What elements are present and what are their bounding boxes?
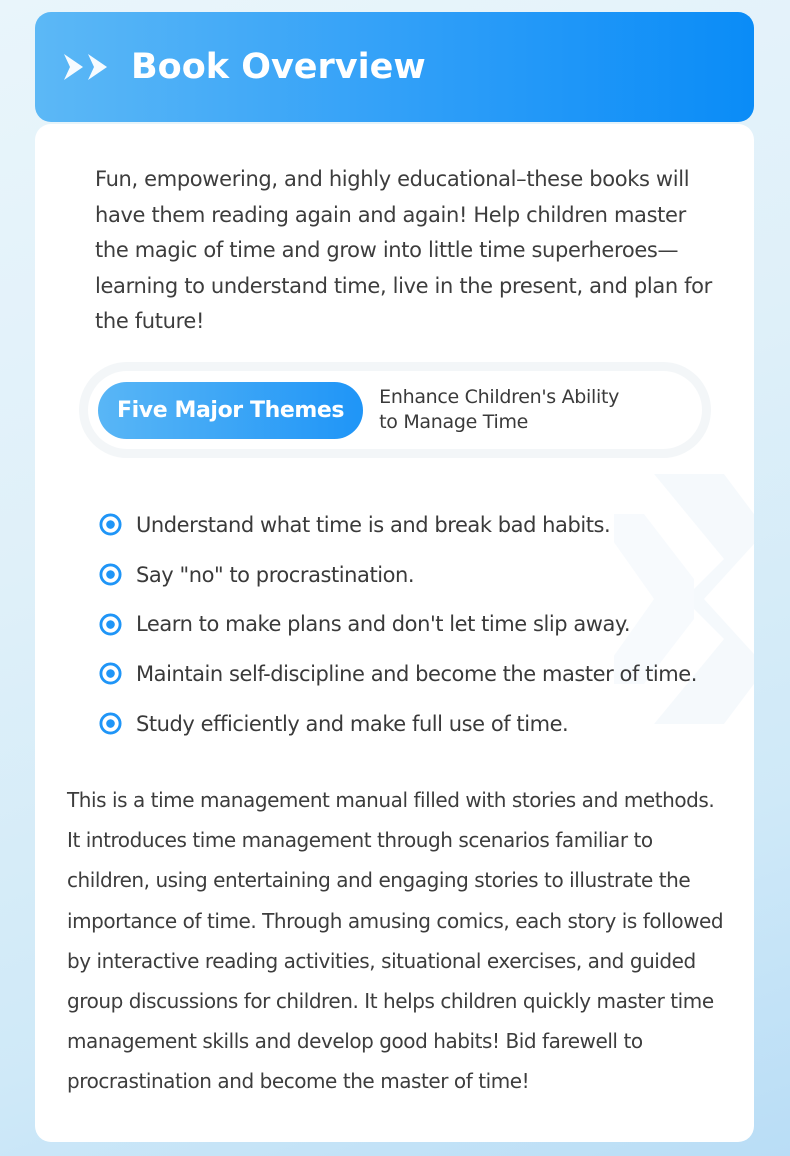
themes-list xyxy=(99,500,697,748)
list-item-text: Study efficiently and make full use of time. xyxy=(136,711,569,736)
intro-paragraph: Fun, empowering, and highly educational–these books will have them reading again and again! Help children master the magic of time and grow into little time superheroes—learning to understand time, live in the present, and plan for the future! xyxy=(95,167,712,333)
overview-card xyxy=(35,124,754,1142)
double-chevron-right-icon xyxy=(61,50,119,84)
list-item xyxy=(99,599,697,649)
list-item-text: Understand what time is and break bad habits. xyxy=(136,512,611,537)
themes-banner-inner xyxy=(88,371,702,449)
themes-banner xyxy=(79,362,711,458)
themes-badge: Five Major Themes xyxy=(98,382,363,439)
list-item xyxy=(99,649,697,699)
section-header xyxy=(35,12,754,122)
themes-description-line1: Enhance Children's Ability xyxy=(379,386,620,408)
section-title: Book Overview xyxy=(131,47,426,87)
themes-description xyxy=(379,385,619,435)
list-item xyxy=(99,500,697,550)
target-dot-icon xyxy=(99,712,122,735)
list-item-text: Maintain self-discipline and become the master of time. xyxy=(136,661,697,686)
themes-description-line2: to Manage Time xyxy=(379,411,529,433)
list-item xyxy=(99,550,697,600)
list-item xyxy=(99,699,697,749)
target-dot-icon xyxy=(99,563,122,586)
description-paragraph: This is a time management manual filled with stories and methods. It introduces time management through scenarios familiar to children, using entertaining and engaging stories to illustrate the importance of time. Through amusing comics, each story is followed by interactive reading activities, situational exercises, and guided group discussions for children. It helps children quickly master time management skills and develop good habits! Bid farewell to procrastination and become the master of time! xyxy=(67,788,724,1094)
target-dot-icon xyxy=(99,662,122,685)
list-item-text: Learn to make plans and don't let time slip away. xyxy=(136,612,631,637)
target-dot-icon xyxy=(99,613,122,636)
list-item-text: Say "no" to procrastination. xyxy=(136,562,415,587)
target-dot-icon xyxy=(99,513,122,536)
